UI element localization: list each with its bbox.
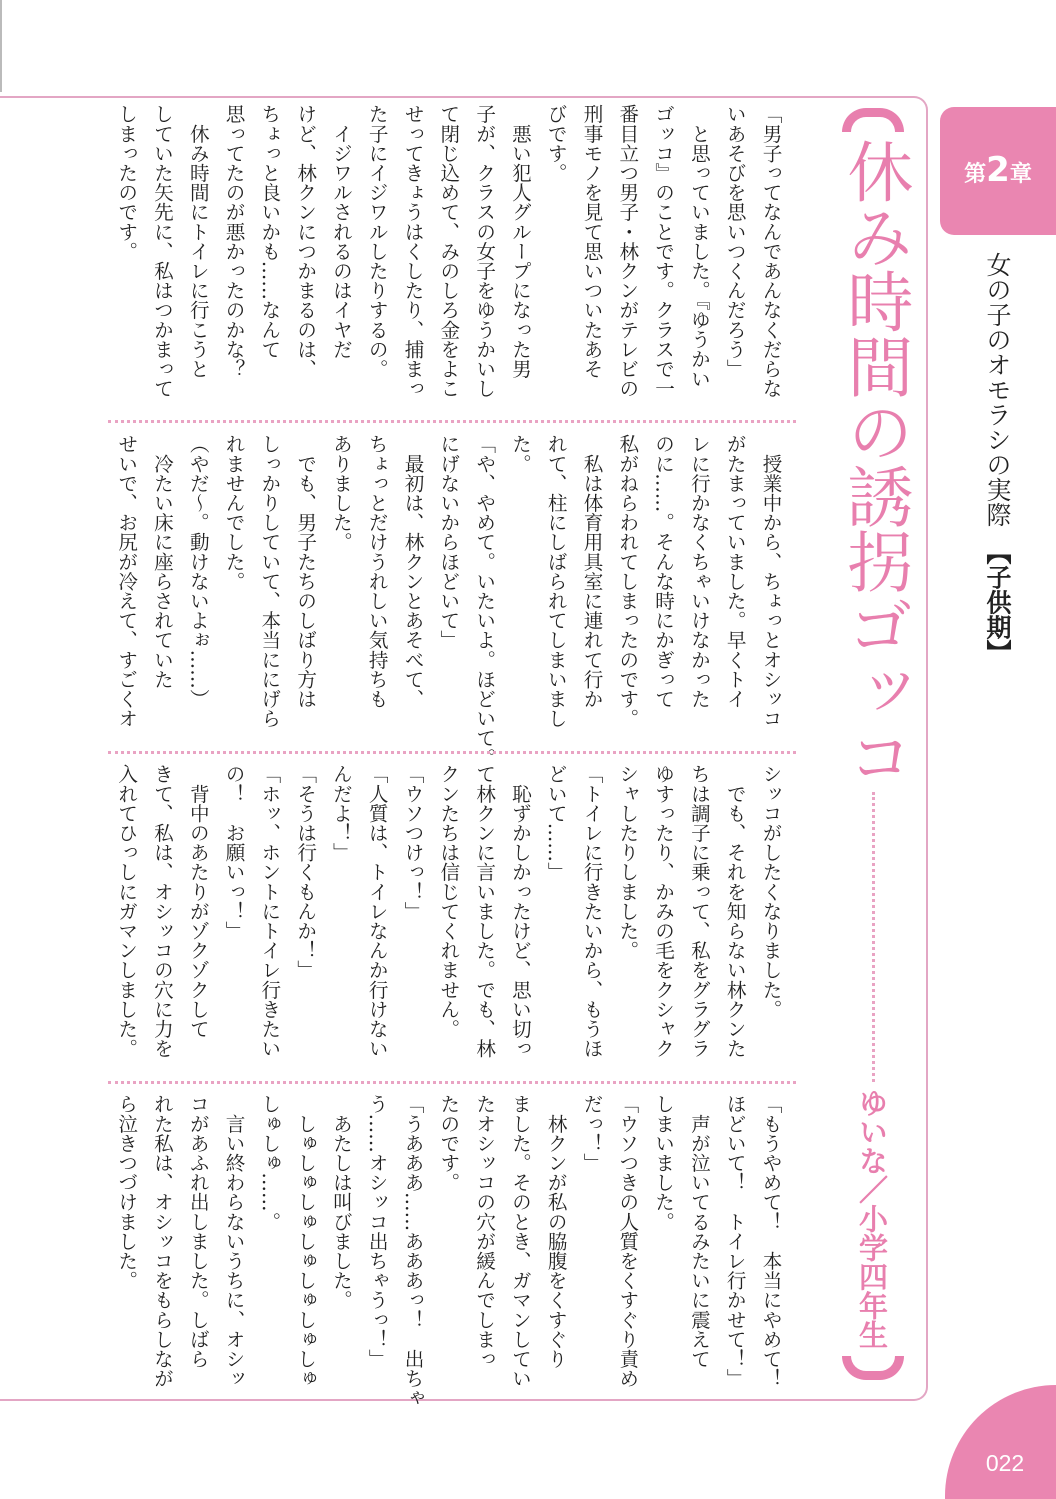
text-column: 刑事モノを見て思いついたあそ bbox=[580, 104, 604, 379]
text-column: しまったのです。 bbox=[114, 104, 138, 261]
text-column: れて、柱にしばられてしまいまし bbox=[544, 434, 568, 728]
text-column: 「や、やめて。いたいよ。ほどいて。 bbox=[472, 434, 496, 768]
section-title bbox=[982, 252, 1012, 665]
dotted-divider bbox=[108, 1081, 796, 1084]
text-column: ました。そのとき、ガマンしてい bbox=[508, 1094, 532, 1388]
dotted-divider bbox=[108, 420, 796, 423]
dotted-divider bbox=[108, 751, 796, 754]
text-column: たオシッコの穴が緩んでしまっ bbox=[472, 1094, 496, 1369]
text-column: がたまっていました。早くトイ bbox=[723, 434, 747, 709]
text-column: 「ホッ、ホントにトイレ行きたい bbox=[257, 764, 281, 1058]
text-column: びです。 bbox=[544, 104, 568, 183]
page-number: 022 bbox=[985, 1450, 1025, 1476]
text-column: のに……。そんな時にかぎって bbox=[651, 434, 675, 709]
text-column: いあそびを思いつくんだろう」 bbox=[723, 104, 747, 379]
text-column: 言い終わらないうちに、オシッ bbox=[222, 1094, 246, 1388]
text-tier-1 bbox=[104, 104, 788, 404]
text-column: どいて……」 bbox=[544, 764, 568, 882]
text-column: 林クンが私の脇腹をくすぐり bbox=[544, 1094, 568, 1369]
text-tier-2 bbox=[104, 434, 788, 768]
text-column: て閉じ込めて、みのしろ金をよこ bbox=[436, 104, 460, 398]
text-column: んだよ！」 bbox=[329, 764, 353, 862]
text-column: けど、林クンにつかまるのは、 bbox=[293, 104, 317, 379]
text-column: 恥ずかしかったけど、思い切っ bbox=[508, 764, 532, 1058]
text-column: 最初は、林クンとあそべて、 bbox=[401, 434, 425, 709]
text-column: ちょっとだけうれしい気持ちも bbox=[365, 434, 389, 709]
text-column: 「ウソつけっ！」 bbox=[401, 764, 425, 921]
text-column: しゅしゅしゅしゅしゅしゅしゅ bbox=[293, 1094, 317, 1388]
page-number-badge bbox=[945, 1385, 1056, 1499]
text-column: していた矢先に、私はつかまって bbox=[150, 104, 174, 398]
section-title-text: 女の子のオモラシの実際 bbox=[983, 252, 1012, 527]
text-column: 声が泣いてるみたいに震えて bbox=[687, 1094, 711, 1369]
text-column: 「うあああ……あああっ！ 出ちゃ bbox=[401, 1094, 425, 1408]
text-column: 背中のあたりがゾクゾクして bbox=[186, 764, 210, 1039]
text-column: ありました。 bbox=[329, 434, 353, 552]
text-column: 「もうやめて！ 本当にやめて！ bbox=[759, 1094, 782, 1388]
text-column: ほどいて！ トイレ行かせて！」 bbox=[723, 1094, 747, 1388]
section-tag: 【子供期】 bbox=[983, 552, 1012, 665]
text-tier-3 bbox=[104, 764, 788, 1064]
text-column: 「そうは行くもんか！」 bbox=[293, 764, 317, 980]
text-column: 番目立つ男子・林クンがテレビの bbox=[615, 104, 639, 398]
text-column: ゴッコ』のことです。クラスで一 bbox=[651, 104, 675, 398]
text-column: 「ウソつきの人質をくすぐり責め bbox=[615, 1094, 639, 1388]
story-author: ゆいな／小学四年生 bbox=[855, 1088, 889, 1349]
text-column: れませんでした。 bbox=[222, 434, 246, 591]
text-column: 休み時間にトイレに行こうと bbox=[186, 104, 210, 379]
text-column: クンたちは信じてくれません。 bbox=[436, 764, 460, 1039]
chapter-number: 2 bbox=[986, 150, 1010, 190]
chapter-prefix: 第 bbox=[964, 162, 987, 187]
story-title: 休み時間の誘拐ゴッコ bbox=[836, 138, 913, 788]
text-column: れた私は、オシッコをもらしなが bbox=[150, 1094, 174, 1388]
text-column: 「人質は、トイレなんか行けない bbox=[365, 764, 389, 1058]
text-column: 悪い犯人グループになった男 bbox=[508, 104, 532, 379]
text-column: せってきょうはくしたり、捕まっ bbox=[401, 104, 425, 398]
chapter-label bbox=[940, 150, 1056, 190]
text-column: 「男子ってなんであんなくだらな bbox=[759, 104, 782, 398]
text-column: （やだ～。動けないよぉ……） bbox=[186, 434, 210, 709]
text-column: にげないからほどいて」 bbox=[436, 434, 460, 650]
text-column: 授業中から、ちょっとオシッコ bbox=[759, 434, 782, 728]
text-column: ちは調子に乗って、私をグラグラ bbox=[687, 764, 711, 1058]
text-column: せいで、お尻が冷えて、すごくオ bbox=[114, 434, 138, 728]
text-column: 「トイレに行きたいから、もうほ bbox=[580, 764, 604, 1058]
text-column: コがあふれ出しました。しばら bbox=[186, 1094, 210, 1369]
text-column: 入れてひっしにガマンしました。 bbox=[114, 764, 138, 1058]
text-column: う……オシッコ出ちゃうっ！」 bbox=[365, 1094, 389, 1369]
text-column: の！ お願いっ！」 bbox=[222, 764, 246, 941]
text-column: 子が、クラスの女子をゆうかいし bbox=[472, 104, 496, 398]
text-column: 私は体育用具室に連れて行か bbox=[580, 434, 604, 709]
text-column: あたしは叫びました。 bbox=[329, 1094, 353, 1310]
text-column: イジワルされるのはイヤだ bbox=[329, 104, 353, 359]
text-column: シャしたりしました。 bbox=[615, 764, 639, 960]
text-column: て林クンに言いました。でも、林 bbox=[472, 764, 496, 1058]
text-column: た子にイジワルしたりするの。 bbox=[365, 104, 389, 379]
text-column: でも、男子たちのしばり方は bbox=[293, 434, 317, 709]
text-column: きて、私は、オシッコの穴に力を bbox=[150, 764, 174, 1058]
text-column: だっ！」 bbox=[580, 1094, 604, 1173]
title-dotted-leader bbox=[872, 792, 875, 1082]
text-column: レに行かなくちゃいけなかった bbox=[687, 434, 711, 709]
text-column: ら泣きつづけました。 bbox=[114, 1094, 138, 1290]
text-column: でも、それを知らない林クンた bbox=[723, 764, 747, 1058]
text-column: しまいました。 bbox=[651, 1094, 675, 1232]
text-column: 私がねらわれてしまったのです。 bbox=[615, 434, 639, 728]
text-column: シッコがしたくなりました。 bbox=[759, 764, 782, 1019]
page-edge-line bbox=[0, 0, 2, 92]
text-column: しっかりしていて、本当ににげら bbox=[257, 434, 281, 728]
text-column: 冷たい床に座らされていた bbox=[150, 434, 174, 689]
text-column: たのです。 bbox=[436, 1094, 460, 1192]
text-column: しゅしゅ……。 bbox=[257, 1094, 281, 1232]
text-column: 思ってたのが悪かったのかな？ bbox=[222, 104, 246, 379]
chapter-suffix: 章 bbox=[1009, 162, 1032, 187]
text-tier-4 bbox=[104, 1094, 788, 1408]
text-column: ちょっと良いかも……なんて bbox=[257, 104, 281, 359]
text-column: と思っていました。『ゆうかい bbox=[687, 104, 711, 389]
text-column: た。 bbox=[508, 434, 532, 474]
text-column: ゆすったり、かみの毛をクシャク bbox=[651, 764, 675, 1058]
